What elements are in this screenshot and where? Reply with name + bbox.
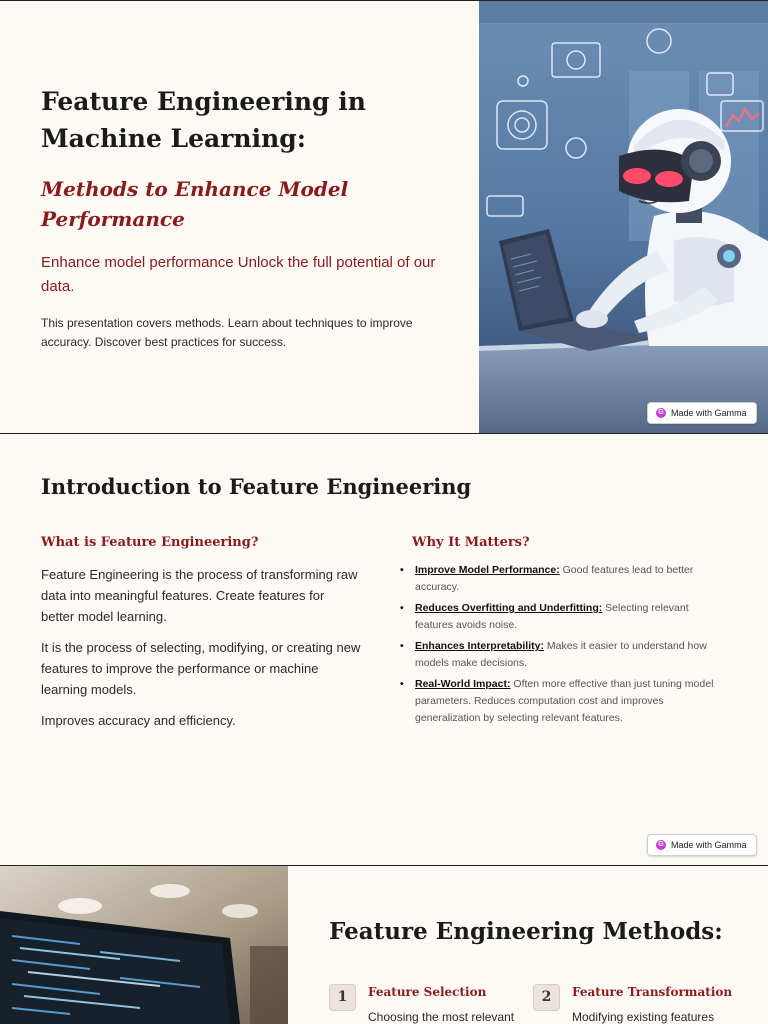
robot-illustration xyxy=(479,1,768,433)
slide-methods xyxy=(0,866,768,1024)
slide1-body: This presentation covers methods. Learn about techniques to improve accuracy. Discover best practices for success. xyxy=(41,316,413,349)
made-with-gamma-badge[interactable] xyxy=(647,834,757,856)
gamma-logo-icon: G xyxy=(656,840,666,850)
slide1-lead: Enhance model performance Unlock the full potential of our data. xyxy=(41,254,436,295)
why-matters-heading: Why It Matters? xyxy=(412,535,530,550)
step-number-badge: 2 xyxy=(533,984,560,1011)
slide-title xyxy=(0,1,768,433)
gamma-logo-icon: G xyxy=(656,408,666,418)
badge-label: Made with Gamma xyxy=(671,840,747,850)
what-is-body xyxy=(41,564,361,741)
step-description: Choosing the most relevant xyxy=(368,1010,515,1024)
slide1-title: Feature Engineering in Machine Learning: xyxy=(41,87,366,153)
code-screen-photo xyxy=(0,866,288,1024)
what-is-heading: What is Feature Engineering? xyxy=(41,535,259,550)
step-number-badge: 1 xyxy=(329,984,356,1011)
badge-label: Made with Gamma xyxy=(671,408,747,418)
list-item: • Real-World Impact: Often more effective than just tuning model parameters. Reduces computation cost and improves generalization by selecting relevant features. xyxy=(397,676,727,727)
slide-introduction xyxy=(0,434,768,865)
made-with-gamma-badge[interactable] xyxy=(647,402,757,424)
slide1-subtitle: Methods to Enhance Model Performance xyxy=(41,177,349,231)
paragraph: Feature Engineering is the process of transforming raw data into meaningful features. Create features for better model learning. xyxy=(41,567,358,624)
why-matters-list xyxy=(397,562,727,731)
list-item: • Enhances Interpretability: Makes it easier to understand how models make decisions. xyxy=(397,638,727,672)
step-title: Feature Transformation xyxy=(572,985,733,999)
step-title: Feature Selection xyxy=(368,985,487,999)
slide3-title: Feature Engineering Methods: xyxy=(329,918,723,945)
list-item: • Improve Model Performance: Good features lead to better accuracy. xyxy=(397,562,727,596)
paragraph: Improves accuracy and efficiency. xyxy=(41,713,236,728)
paragraph: It is the process of selecting, modifying, or creating new features to improve the performance or machine learning models. xyxy=(41,640,361,697)
list-item: • Reduces Overfitting and Underfitting: Selecting relevant features avoids noise. xyxy=(397,600,727,634)
step-description: Modifying existing features xyxy=(572,1010,715,1024)
slide2-title: Introduction to Feature Engineering xyxy=(41,474,472,499)
